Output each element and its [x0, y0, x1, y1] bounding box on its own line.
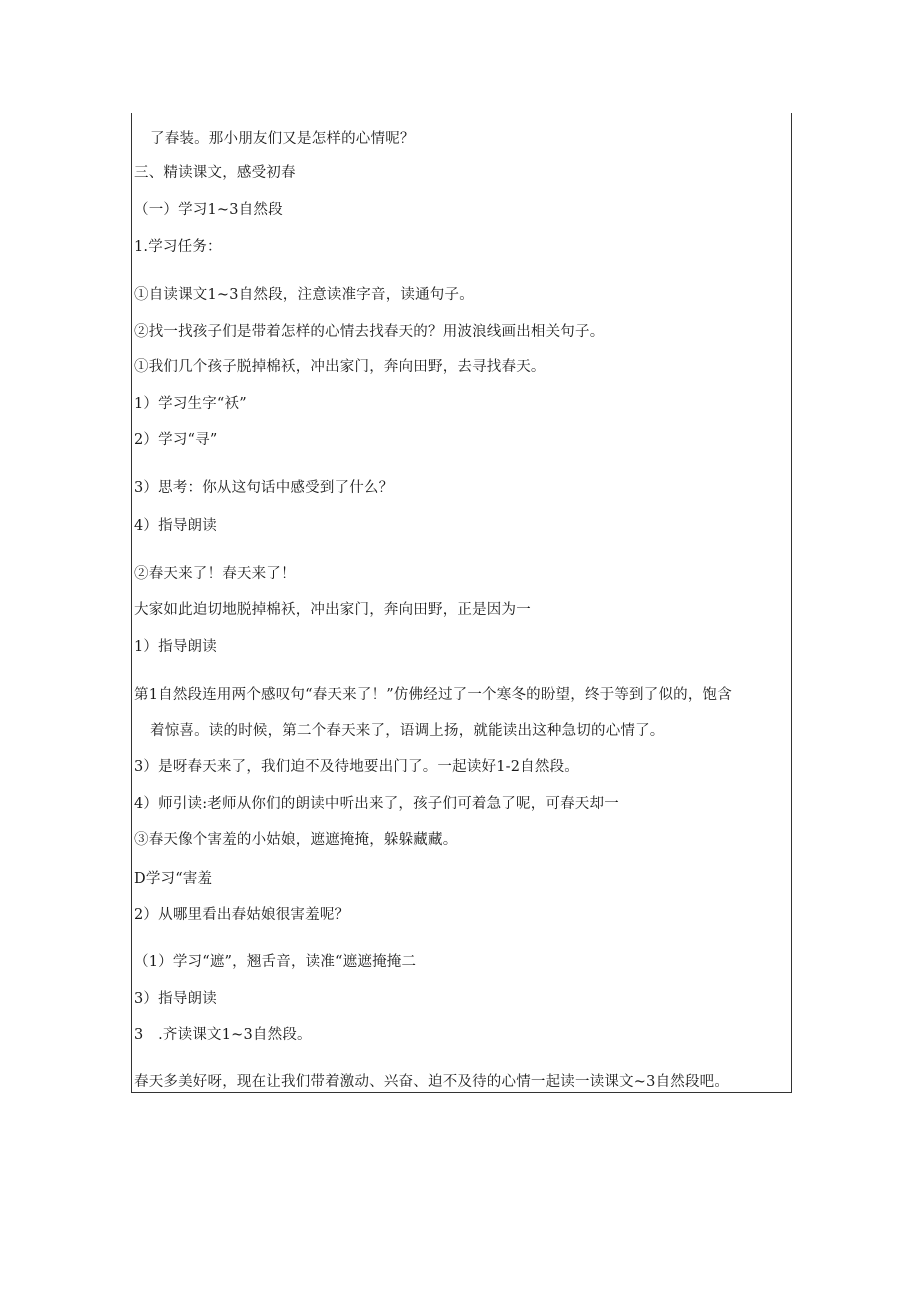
- text-line: 3）指导朗读: [134, 991, 217, 1007]
- text-line: 3）是呀春天来了，我们迫不及待地要出门了。一起读好1-2自然段。: [134, 759, 579, 775]
- text-line: ①我们几个孩子脱掉棉袄，冲出家门，奔向田野，去寻找春天。: [134, 359, 546, 375]
- text-line: 1）指导朗读: [134, 639, 217, 655]
- text-line: （1）学习“遮”，翘舌音，读准“遮遮掩掩二: [134, 954, 417, 970]
- text-line: 1）学习生字“袄”: [134, 396, 247, 412]
- text-line: 了春装。那小朋友们又是怎样的心情呢？: [150, 131, 415, 147]
- text-line: ①自读课文1~3自然段，注意读准字音，读通句子。: [134, 287, 474, 303]
- text-line: 春天多美好呀，现在让我们带着激动、兴奋、迫不及待的心情一起读一读课文~3自然段吧。: [134, 1074, 730, 1090]
- text-line: 3 .齐读课文1~3自然段。: [134, 1027, 312, 1043]
- text-line: 3）思考：你从这句话中感受到了什么？: [134, 480, 394, 496]
- section-heading: 三、精读课文，感受初春: [134, 165, 296, 181]
- text-line: ②找一找孩子们是带着怎样的心情去找春天的？用波浪线画出相关句子。: [134, 324, 605, 340]
- text-line: 2）学习“寻”: [134, 432, 218, 448]
- text-line: 着惊喜。读的时候，第二个春天来了，语调上扬，就能读出这种急切的心情了。: [150, 723, 665, 739]
- text-line: 4）师引读:老师从你们的朗读中听出来了，孩子们可着急了呢，可春天却一: [134, 796, 619, 812]
- text-line: ②春天来了！春天来了！: [134, 566, 296, 582]
- text-line: D学习“害羞: [134, 871, 213, 887]
- subsection-heading: （一）学习1~3自然段: [134, 202, 283, 218]
- text-line: 大家如此迫切地脱掉棉袄，冲出家门，奔向田野，正是因为一: [134, 602, 531, 618]
- text-line: ③春天像个害羞的小姑娘，遮遮掩掩，躲躲藏藏。: [134, 832, 458, 848]
- text-line: 2）从哪里看出春姑娘很害羞呢？: [134, 907, 350, 923]
- text-line: 1.学习任务：: [134, 239, 222, 255]
- text-line: 第1自然段连用两个感叹句“春天来了！”仿佛经过了一个寒冬的盼望，终于等到了似的，饱含: [134, 687, 732, 703]
- text-line: 4）指导朗读: [134, 518, 217, 534]
